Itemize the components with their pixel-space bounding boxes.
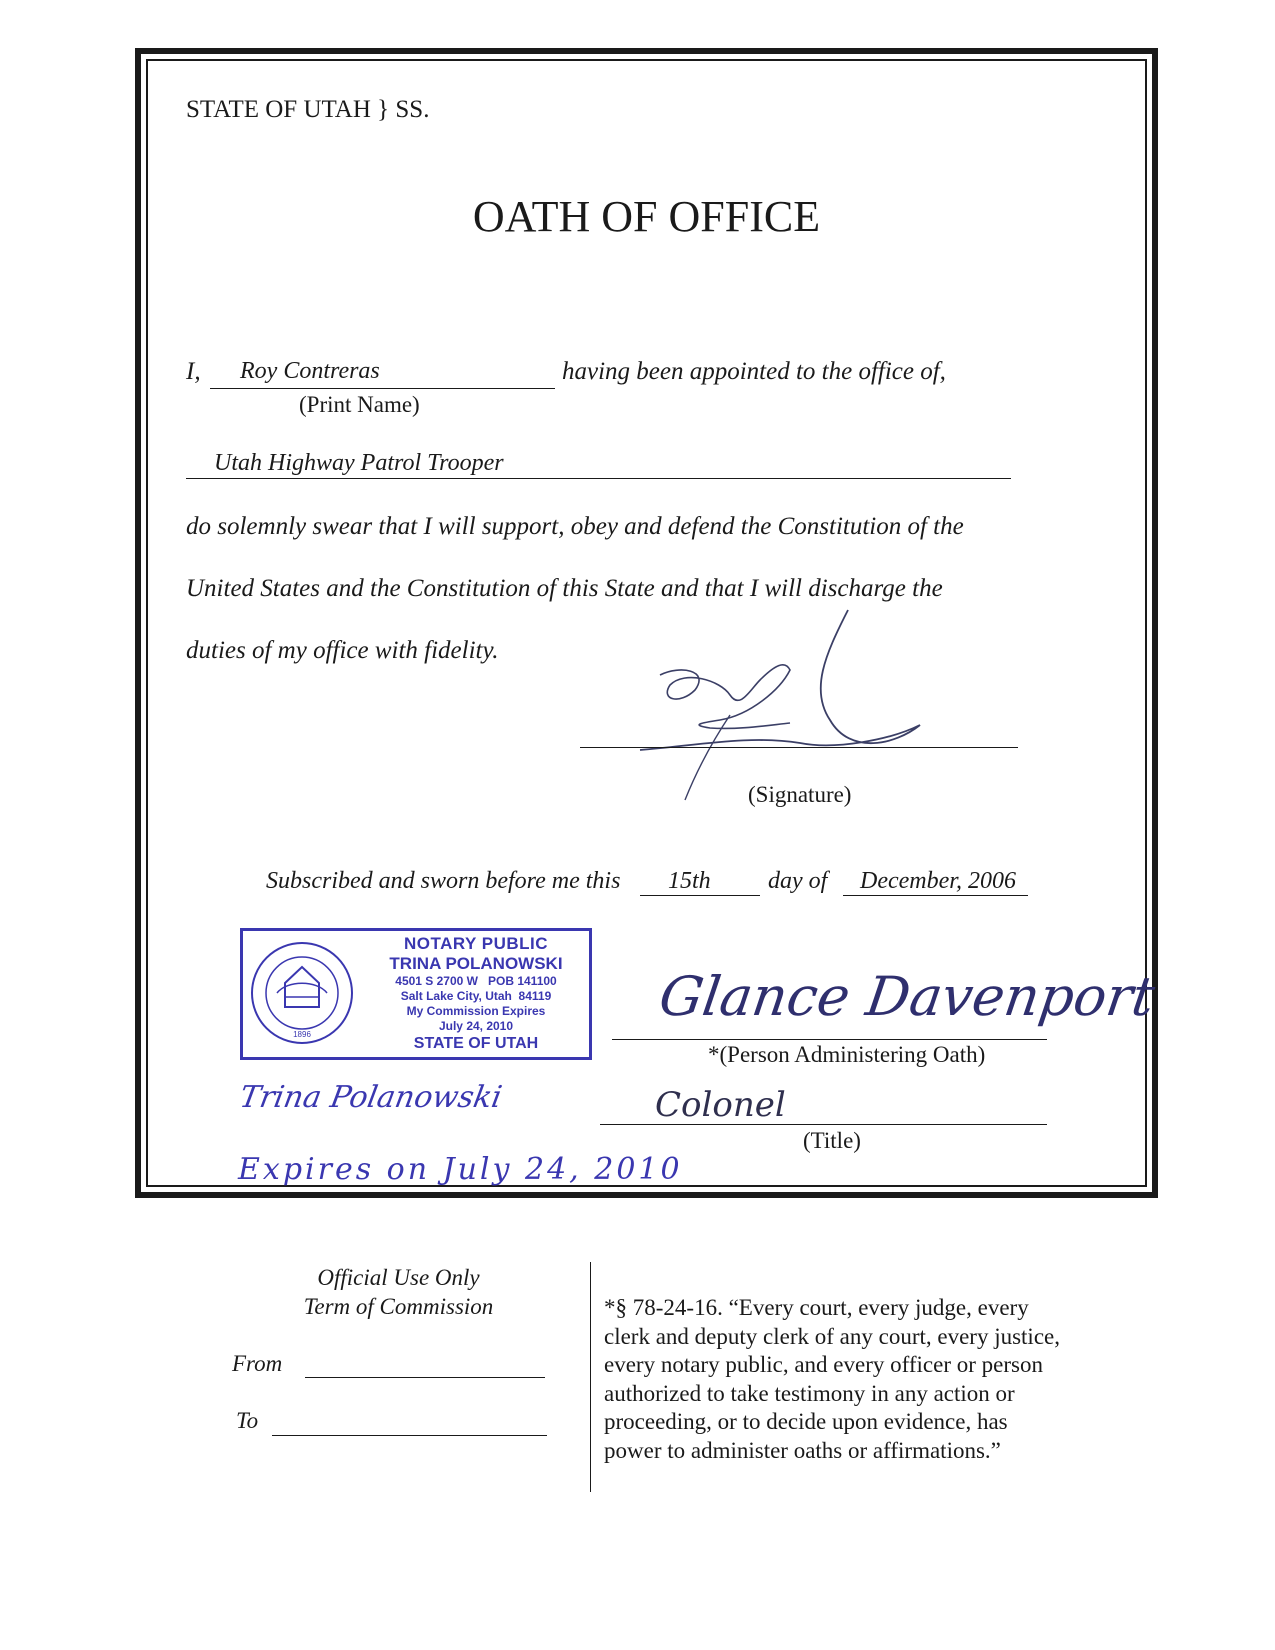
statute-line-5: proceeding, or to decide upon evidence, has: [604, 1409, 1008, 1434]
notary-expiry-note: Expires on July 24, 2010: [238, 1152, 683, 1187]
title-caption: (Title): [803, 1128, 861, 1153]
office-title: Utah Highway Patrol Trooper: [214, 450, 504, 476]
page-title: OATH OF OFFICE: [472, 192, 821, 241]
name-underline: [210, 388, 555, 389]
printed-name: Roy Contreras: [240, 358, 380, 384]
signature-underline: [580, 747, 1018, 748]
term-of-commission-heading: Term of Commission: [303, 1294, 494, 1319]
stamp-text: [361, 933, 591, 1054]
oath-body-line-1: do solemnly swear that I will support, obey and defend the Constitution of the: [186, 513, 964, 540]
day-of-text: day of: [768, 868, 828, 894]
stamp-line-7: STATE OF UTAH: [413, 1035, 539, 1052]
stamp-line-3: 4501 S 2700 W POB 141100: [395, 974, 557, 988]
stamp-line-1: NOTARY PUBLIC: [403, 934, 549, 953]
statute-line-3: every notary public, and every officer or person: [604, 1352, 1043, 1377]
administrator-underline: [612, 1039, 1047, 1040]
statute-line-2: clerk and deputy clerk of any court, every justice,: [604, 1323, 1060, 1349]
from-label: From: [232, 1351, 283, 1376]
oath-body-line-3: duties of my office with fidelity.: [186, 637, 499, 664]
to-underline: [272, 1435, 547, 1436]
to-label: To: [236, 1408, 259, 1433]
oath-prefix: I,: [186, 358, 201, 385]
day-underline: [640, 895, 760, 896]
statute-line-6: power to administer oaths or affirmations.”: [604, 1437, 1001, 1463]
jurisdiction-heading: STATE OF UTAH } SS.: [186, 96, 430, 123]
appointed-text: having been appointed to the office of,: [562, 358, 946, 385]
oath-body-line-2: United States and the Constitution of this State and that I will discharge the: [186, 575, 943, 602]
stamp-line-4: Salt Lake City, Utah 84119: [400, 989, 552, 1003]
stamp-line-5: My Commission Expires: [406, 1004, 546, 1018]
office-underline: [186, 478, 1011, 479]
subscribed-month: December, 2006: [860, 868, 1016, 894]
month-underline: [843, 895, 1028, 896]
seal-year: 1896: [293, 1030, 311, 1039]
administrator-signature: Glance Davenport: [655, 965, 1159, 1028]
state-seal: [247, 935, 357, 1053]
official-use-heading: Official Use Only: [317, 1265, 480, 1290]
statute-line-4: authorized to take testimony in any action or: [604, 1380, 1015, 1406]
statute-line-1: *§ 78-24-16. “Every court, every judge, every: [604, 1295, 1029, 1320]
subscribed-day: 15th: [668, 868, 711, 894]
title-underline: [600, 1124, 1047, 1125]
administrator-title: Colonel: [655, 1085, 786, 1125]
from-underline: [305, 1377, 545, 1378]
stamp-line-2: TRINA POLANOWSKI: [389, 954, 563, 973]
administrator-caption: *(Person Administering Oath): [708, 1042, 986, 1067]
notary-signature: Trina Polanowski: [236, 1080, 505, 1115]
section-divider: [590, 1262, 591, 1492]
signature-caption: (Signature): [748, 782, 852, 807]
name-caption: (Print Name): [299, 392, 420, 417]
notary-stamp: [240, 928, 592, 1060]
statute-text: [604, 1294, 1060, 1465]
subscribed-text: Subscribed and sworn before me this: [266, 868, 621, 894]
stamp-line-6: July 24, 2010: [438, 1019, 514, 1033]
